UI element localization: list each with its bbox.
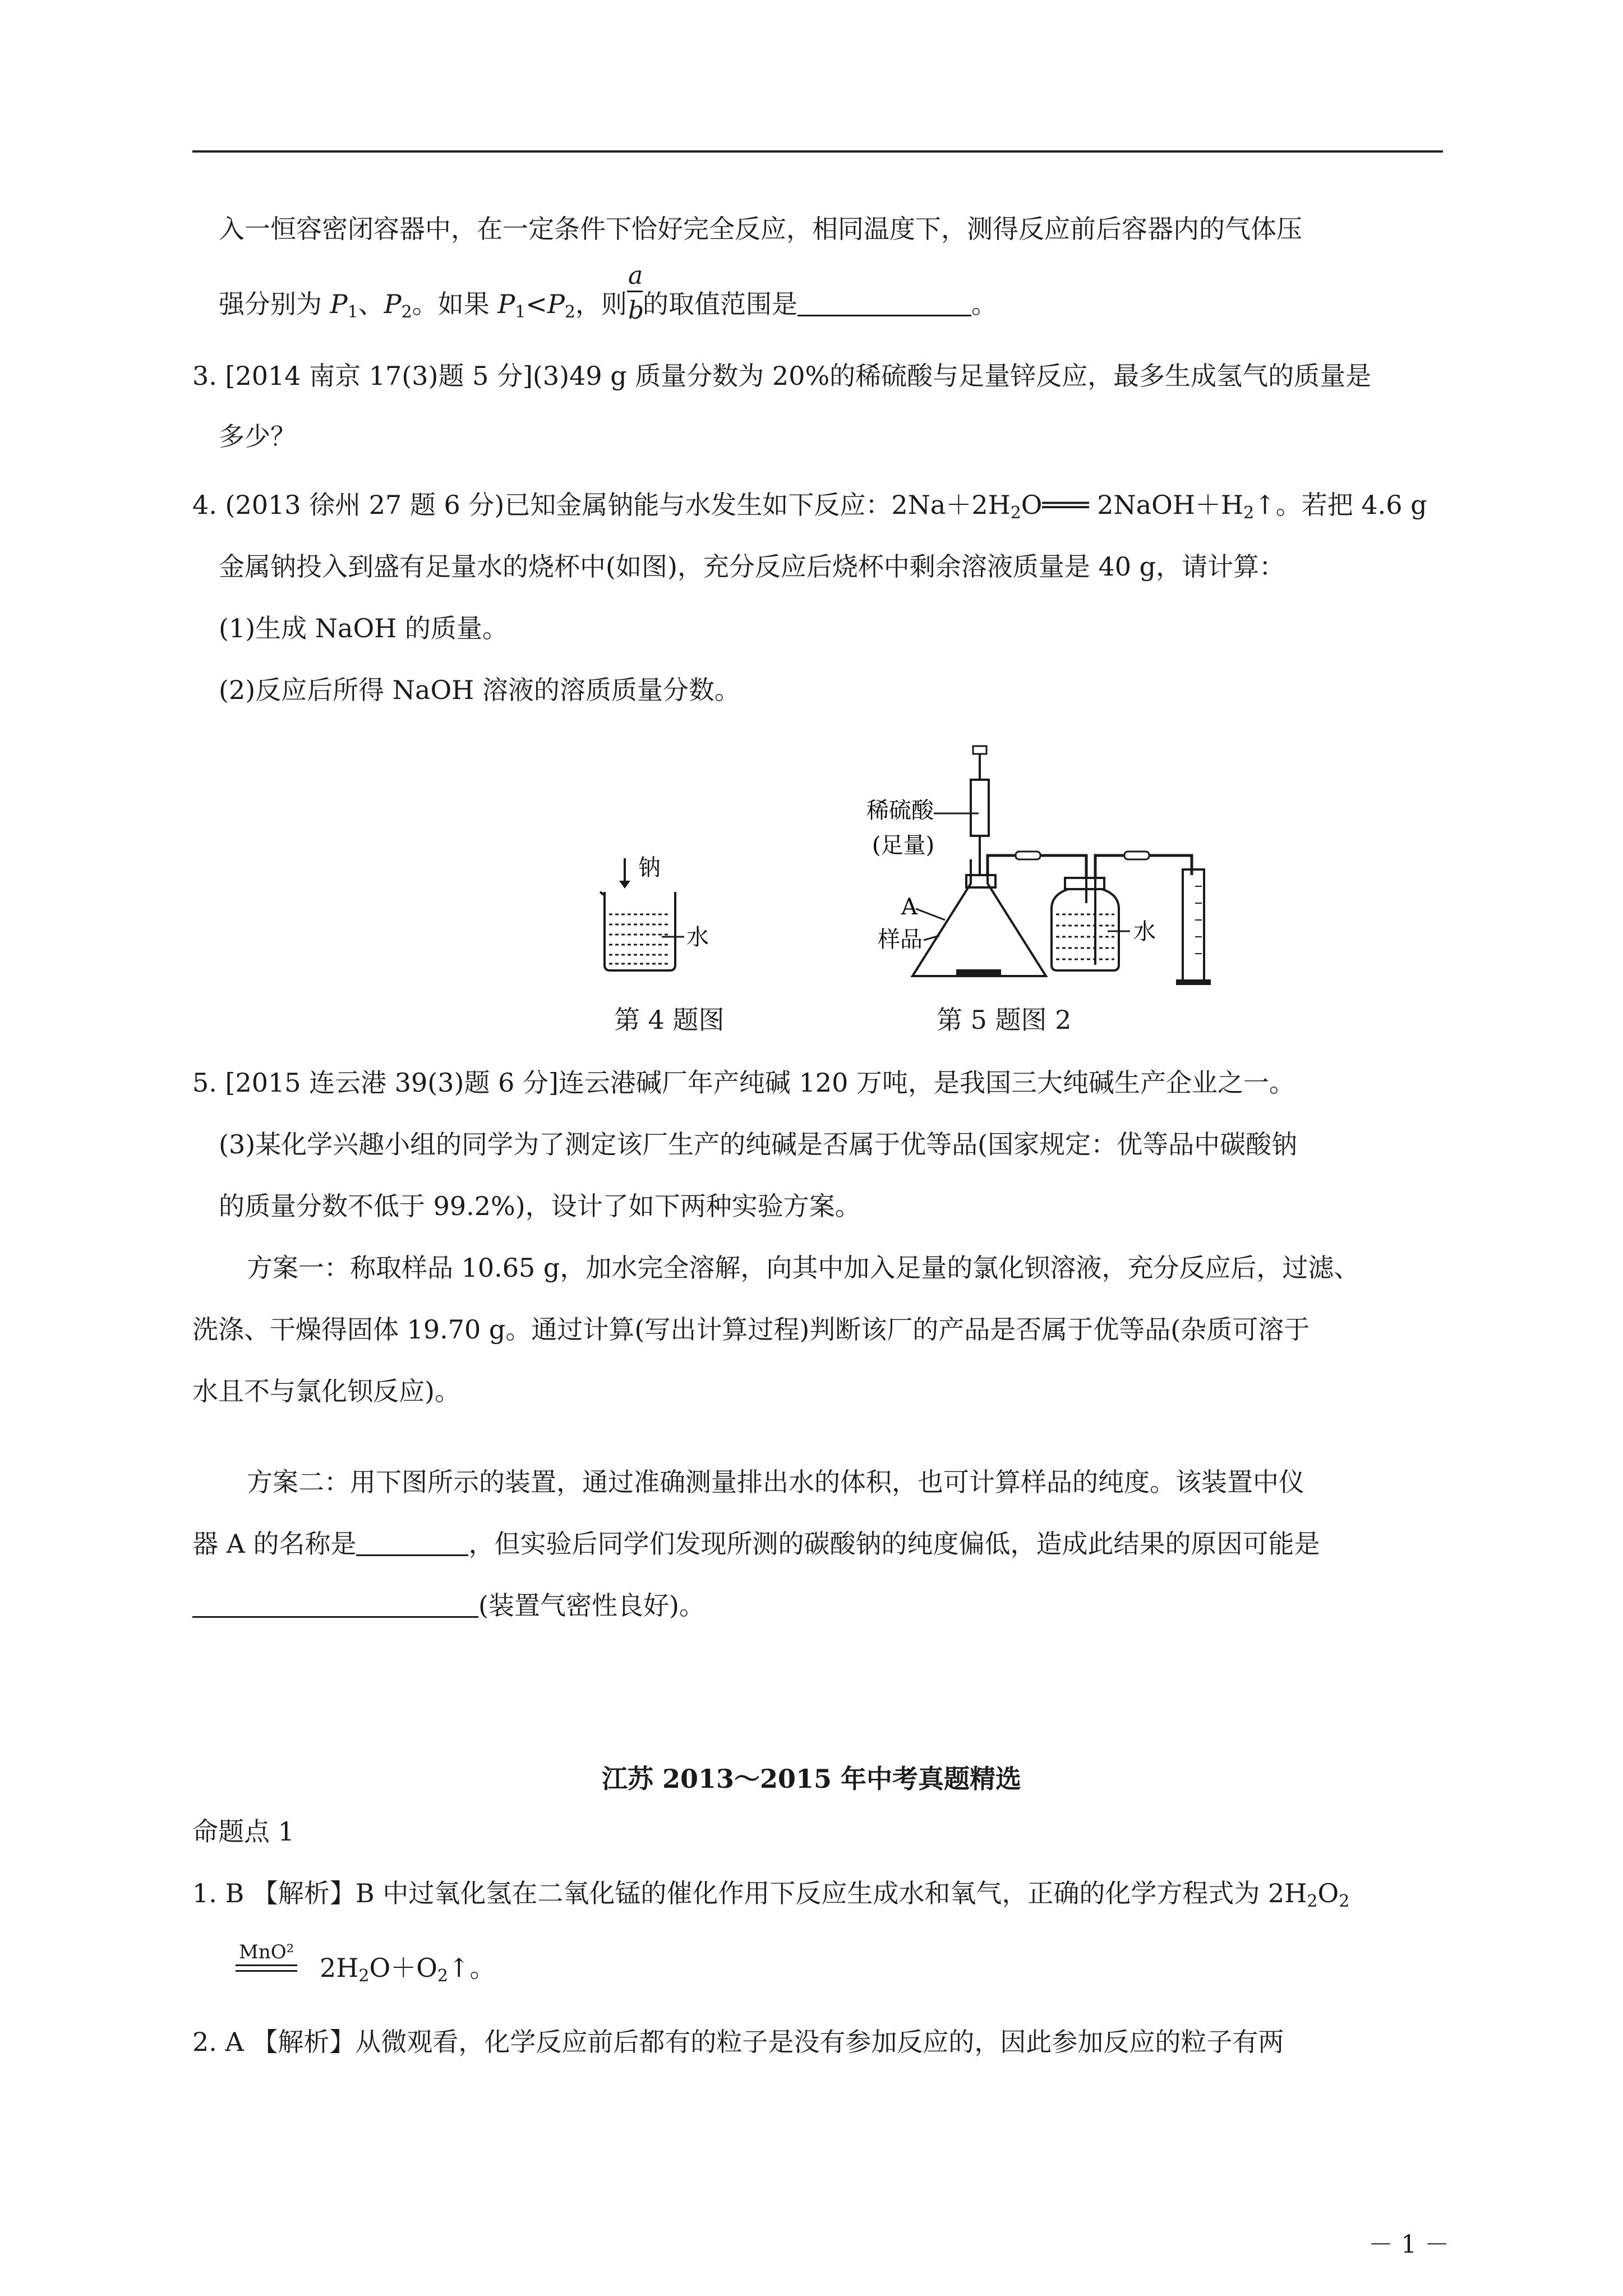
q4-line-3: (1)生成 NaOH 的质量。 <box>219 613 508 643</box>
answer-1-line-2: MnO² $2H_2O+O_2↑$。 <box>236 1951 496 1993</box>
plan2-line-1: 方案二：用下图所示的装置，通过准确测量排出水的体积，也可计算样品的纯度。该装置中仪 <box>247 1467 1304 1497</box>
label-water-4: 水 <box>686 924 709 950</box>
answers-title: 江苏 2013～2015 年中考真题精选 <box>601 1764 1022 1794</box>
plan1-line-2: 洗涤、干燥得固体 19.70 g。通过计算(写出计算过程)判断该厂的产品是否属于优等品(杂质可溶于 <box>192 1314 1310 1345</box>
q5-line-3: 的质量分数不低于 99.2%)，设计了如下两种实验方案。 <box>219 1191 861 1221</box>
q2-line-1: 入一恒容密闭容器中，在一定条件下恰好完全反应，相同温度下，测得反应前后容器内的气体压 <box>219 214 1302 244</box>
figure-5-caption: 第 5 题图 2 <box>937 1005 1072 1035</box>
section-label: 命题点 1 <box>192 1816 294 1847</box>
page-number: － 1 － <box>1368 2230 1449 2259</box>
answer-blank-range[interactable] <box>797 289 971 316</box>
answer-blank-reason[interactable] <box>192 1590 478 1618</box>
label-sodium: 钠 <box>638 855 661 881</box>
q4-line-2: 金属钠投入到盛有足量水的烧杯中(如图)，充分反应后烧杯中剩余溶液质量是 40 g，请计算： <box>219 551 1285 582</box>
label-excess: (足量) <box>872 832 935 858</box>
answer-2-line-1: 2. A 【解析】从微观看，化学反应前后都有的粒子是没有参加反应的，因此参加反应的粒子有两 <box>192 2027 1284 2057</box>
q5-line-2: (3)某化学兴趣小组的同学为了测定该厂生产的纯碱是否属于优等品(国家规定：优等品中碳酸钠 <box>219 1129 1298 1159</box>
figure-4-caption: 第 4 题图 <box>614 1005 725 1035</box>
label-dilute-sulfuric-acid: 稀硫酸 <box>866 798 934 823</box>
label-water-5: 水 <box>1133 919 1156 945</box>
label-sample: 样品 <box>878 927 923 953</box>
answer-1-line-1: 1. B 【解析】B 中过氧化氢在二氧化锰的催化作用下反应生成水和氧气，正确的化学方程式为 $2H_2O_2$ <box>192 1878 1350 1911</box>
fraction-a-over-b: $\frac{a}{b}$ <box>628 261 644 325</box>
figure-5-apparatus <box>861 740 1220 987</box>
q3-line-1: 3. [2014 南京 17(3)题 5 分](3)49 g 质量分数为 20%的稀硫酸与足量锌反应，最多生成氢气的质量是 <box>192 361 1372 391</box>
plan2-line-3: (装置气密性良好)。 <box>192 1589 705 1622</box>
figure-4-beaker <box>594 853 729 982</box>
plan1-line-1: 方案一：称取样品 10.65 g，加水完全溶解，向其中加入足量的氯化钡溶液，充分反应后，过滤、 <box>247 1253 1360 1283</box>
q4-line-4: (2)反应后所得 NaOH 溶液的溶质质量分数。 <box>219 675 740 705</box>
plan1-line-3: 水且不与氯化钡反应)。 <box>192 1376 460 1406</box>
q5-line-1: 5. [2015 连云港 39(3)题 6 分]连云港碱厂年产纯碱 120 万吨，是我国三大纯碱生产企业之一。 <box>192 1068 1295 1098</box>
label-a: A <box>901 894 917 920</box>
catalyst-equation-sign: MnO² <box>236 1951 303 1985</box>
plan2-line-2: 器 A 的名称是 ，但实验后同学们发现所测的碳酸钠的纯度偏低，造成此结果的原因可能是 <box>192 1529 1320 1559</box>
q3-line-2: 多少？ <box>219 421 296 452</box>
header-rule <box>192 150 1443 153</box>
answer-blank-instrument[interactable] <box>356 1529 468 1556</box>
q2-line-2: 强分别为 $P_1$、$P_2$。如果 $P_1<P_2$，则 $\frac{a}{b}$ 的取值范围是 。 <box>219 261 997 325</box>
q4-line-1: 4. (2013 徐州 27 题 6 分)已知金属钠能与水发生如下反应：$2Na+2H_2O═══$ $2NaOH+H_2↑$。若把 4.6 g <box>192 490 1427 523</box>
